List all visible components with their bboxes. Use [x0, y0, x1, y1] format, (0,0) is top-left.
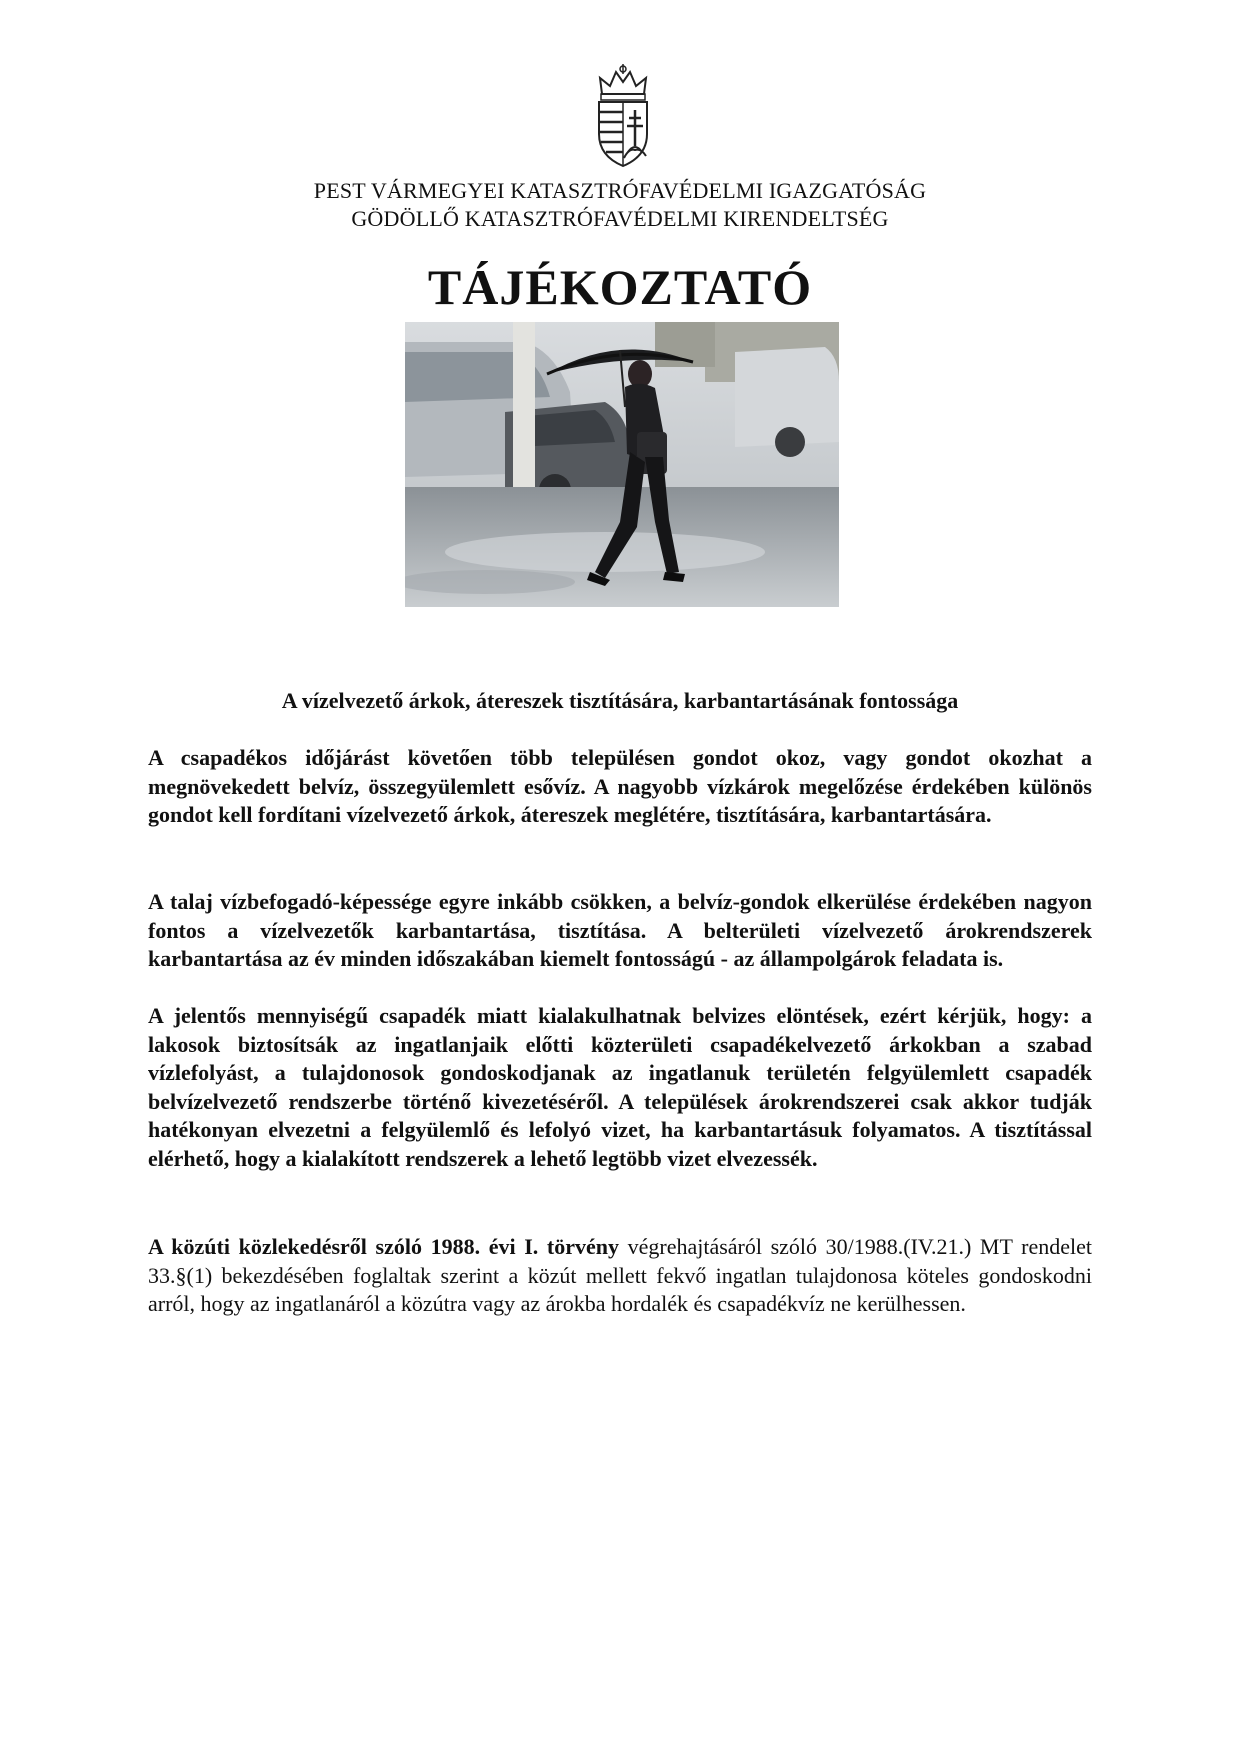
paragraph-3: A jelentős mennyiségű csapadék miatt kialakulhatnak belvizes elöntések, ezért kérjük, hogy: a lakosok biztosítsák az ingatlanjaik előtti közterületi csapadékelvezető árkokban a szabad vízlefolyást, a tulajdonosok gondoskodjanak az ingatlanuk területén felgyülemlett csapadék belvízelvezető rendszerbe történő kivezetéséről. A települések árokrendszerei csak akkor tudják hatékonyan elvezetni a felgyülemlő és lefolyó vizet, ha karbantartásuk folyamatos. A tisztítással elérhető, hogy a kialakított rendszerek a lehető legtöbb vizet elvezessék.: [148, 1003, 1092, 1171]
rainy-street-photo: [405, 322, 839, 607]
law-reference: A közúti közlekedésről szóló 1988. évi I. törvény: [148, 1234, 619, 1259]
organization-name-line1: PEST VÁRMEGYEI KATASZTRÓFAVÉDELMI IGAZGATÓSÁG: [313, 178, 927, 203]
organization-name-line2: GÖDÖLLŐ KATASZTRÓFAVÉDELMI KIRENDELTSÉG: [351, 206, 889, 231]
paragraph-2: A talaj vízbefogadó-képessége egyre inkább csökken, a belvíz-gondok elkerülése érdekében nagyon fontos a vízelvezetők karbantartása, tisztítása. A belterületi vízelvezető árokrendszerek karbantartása az év minden időszakában kiemelt fontosságú - az állampolgárok feladata is.: [148, 889, 1092, 971]
paragraph-4: [148, 1233, 1092, 1319]
section-subtitle: A vízelvezető árkok, átereszek tisztítására, karbantartásának fontossága: [281, 688, 959, 713]
coat-of-arms-icon: [592, 64, 654, 168]
paragraph-1: A csapadékos időjárást követően több településen gondot okoz, vagy gondot okozhat a megnövekedett belvíz, összegyülemlett esővíz. A nagyobb vízkárok megelőzése érdekében különös gondot kell fordítani vízelvezető árkok, átereszek meglétére, tisztítására, karbantartására.: [148, 745, 1092, 827]
paragraph-4-text: végrehajtásáról szóló 30/1988.(IV.21.) MT rendelet 33.§(1) bekezdésében foglaltak szerint a közút mellett fekvő ingatlan tulajdonosa köteles gondoskodni arról, hogy az ingatlanáról a közútra vagy az árokba hordalék és csapadékvíz ne kerülhessen.: [148, 1234, 1092, 1316]
document-title: TÁJÉKOZTATÓ: [427, 259, 813, 315]
